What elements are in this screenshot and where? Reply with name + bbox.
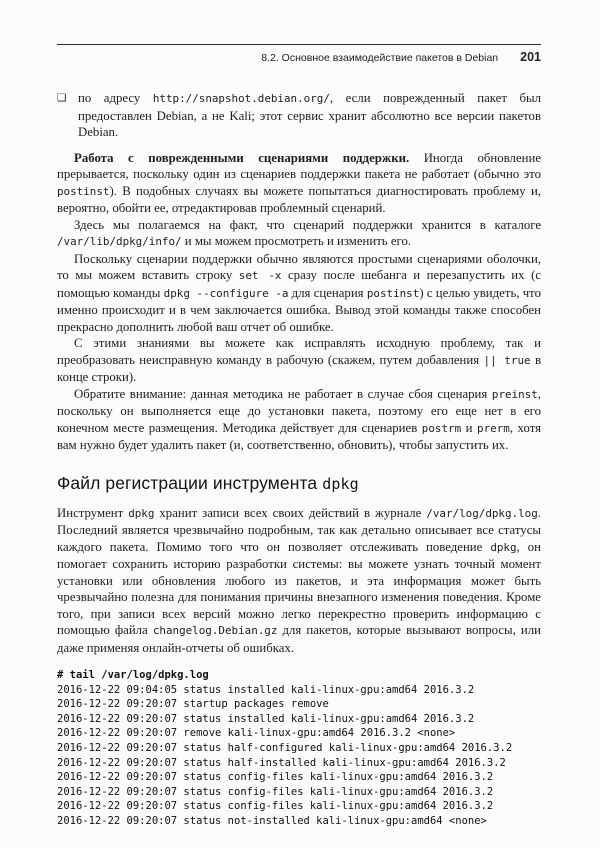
inline-code: dpkg [128,506,155,520]
shell-command: # tail /var/log/dpkg.log [57,669,209,681]
paragraph-group [57,150,541,454]
running-header [57,44,541,64]
log-line: 2016-12-22 09:20:07 status config-files kali-linux-gpu:amd64 2016.3.2 [57,800,494,813]
terminal-log-block [57,668,541,829]
log-line: 2016-12-22 09:20:07 status not-installed kali-linux-gpu:amd64 <none> [57,814,487,827]
inline-code: dpkg [490,540,517,554]
header-section-title: 8.2. Основное взаимодействие пакетов в Debian [261,52,499,64]
paragraph [57,386,541,454]
inline-code: dpkg [322,474,359,493]
section-paragraph-group [57,505,541,657]
text-run: сразу после шебанга и перезапустить их (с помощью команды [57,268,542,300]
bold-run: Работа с поврежденными сценариями поддержки. [74,150,410,165]
text-run: , хотя вам нужно будет удалить пакет (и, соответственно, обновить), чтобы запустить их. [57,420,542,452]
text-run: и [461,420,478,435]
inline-code: http://snapshot.debian.org/ [152,92,330,105]
text-run: Файл регистрации инструмента [57,472,323,493]
text-run: для пакетов, которые вызывают вопросы, или даже применяя онлайн-отчеты об ошибках. [57,623,541,655]
inline-code: /var/lib/dpkg/info/ [57,235,182,248]
header-page-number: 201 [520,50,541,64]
text-run: , поскольку он выполняется еще до установки пакета, поэтому его еще нет в его конечном месте размещения. Методика действует для сценариев [57,386,541,435]
header-line [57,50,541,64]
inline-code: /var/log/dpkg.log [426,506,538,520]
text-run: , он помогает сохранить историю разработки системы: вы можете узнать точный момент установки или обновления любого из пакетов, и эта информация может быть чрезвычайно полезна для понимания причины внезапного изменения поведения. Кроме того, при записи всех версий можно легко перекрестно проверить информацию с помощью файла [57,539,541,637]
paragraph [57,505,541,657]
text-run: Иногда обновление прерывается, поскольку один из сценариев поддержки пакета не работает (обычно это [57,150,541,181]
text-run: ). В подобных случаях вы можете попытаться диагностировать проблему и, вероятно, обойти ее, отредактировав проблемный сценарий. [57,183,541,215]
inline-code: postrm [421,421,462,435]
text-run: Здесь мы полагаемся на факт, что сценарий поддержки хранится в каталоге [74,217,541,232]
inline-code: preinst [491,387,538,401]
text-run: Поскольку сценарии поддержки обычно являются простыми сценариями оболочки, то мы можем вставить строку [57,251,541,282]
page-body [57,90,541,829]
header-rule [57,44,541,45]
inline-code: set -x [238,269,282,282]
text-run: и мы можем просмотреть и изменить его. [181,234,412,248]
log-output [57,683,541,829]
inline-code: postinst [366,286,420,300]
inline-code: prerm [477,421,510,435]
paragraph [57,217,541,251]
text-run: для сценария [288,285,367,300]
text-run: хранит записи всех своих действий в журнале [154,505,427,520]
text-run: Обратите внимание: данная методика не работает в случае сбоя сценария [74,386,492,401]
bullet-square-icon: ❑ [57,92,67,104]
log-line: 2016-12-22 09:20:07 status installed kali-linux-gpu:amd64 2016.3.2 [57,712,475,725]
text-run: С этими знаниями вы можете как исправлять исходную проблему, так и преобразовать неисправную команду в рабочую (скажем, путем добавления [57,336,541,367]
log-line: 2016-12-22 09:20:07 startup packages remove [57,698,329,711]
paragraph [57,335,541,386]
inline-code: || true [483,353,531,367]
log-line: 2016-12-22 09:20:07 status half-configured kali-linux-gpu:amd64 2016.3.2 [57,741,513,754]
log-line: 2016-12-22 09:04:05 status installed kali-linux-gpu:amd64 2016.3.2 [57,683,475,696]
text-run: по адресу [78,91,153,105]
inline-code: dpkg --configure -a [163,286,289,300]
paragraph [57,150,541,217]
log-line: 2016-12-22 09:20:07 remove kali-linux-gpu:amd64 2016.3.2 <none> [57,727,456,740]
log-line: 2016-12-22 09:20:07 status half-installed kali-linux-gpu:amd64 2016.3.2 [57,756,506,769]
log-line: 2016-12-22 09:20:07 status config-files kali-linux-gpu:amd64 2016.3.2 [57,785,494,798]
inline-code: postinst [57,184,110,198]
text-run: ) с целью увидеть, что именно происходит и в чем заключается ошибка. Вывод этой команды также способен прекрасно дополнить любой ваш отчет об ошибке. [57,285,541,334]
text-run: . Последний является чрезвычайно подробным, так как детально описывает все статусы каждого пакета. Помимо того что он позволяет отслеживать поведение [57,505,541,554]
bullet-text [78,90,541,141]
paragraph [57,251,541,336]
text-run: , если поврежденный пакет был предоставлен Debian, а не Kali; этот сервис хранит абсолютно все версии пакетов Debian. [78,91,541,139]
text-run: в конце строки). [57,352,542,384]
inline-code: changelog.Debian.gz [152,624,278,637]
text-run: Инструмент [57,505,129,520]
section-heading [57,473,541,494]
bullet-list-item [57,90,541,141]
log-line: 2016-12-22 09:20:07 status config-files kali-linux-gpu:amd64 2016.3.2 [57,771,494,784]
